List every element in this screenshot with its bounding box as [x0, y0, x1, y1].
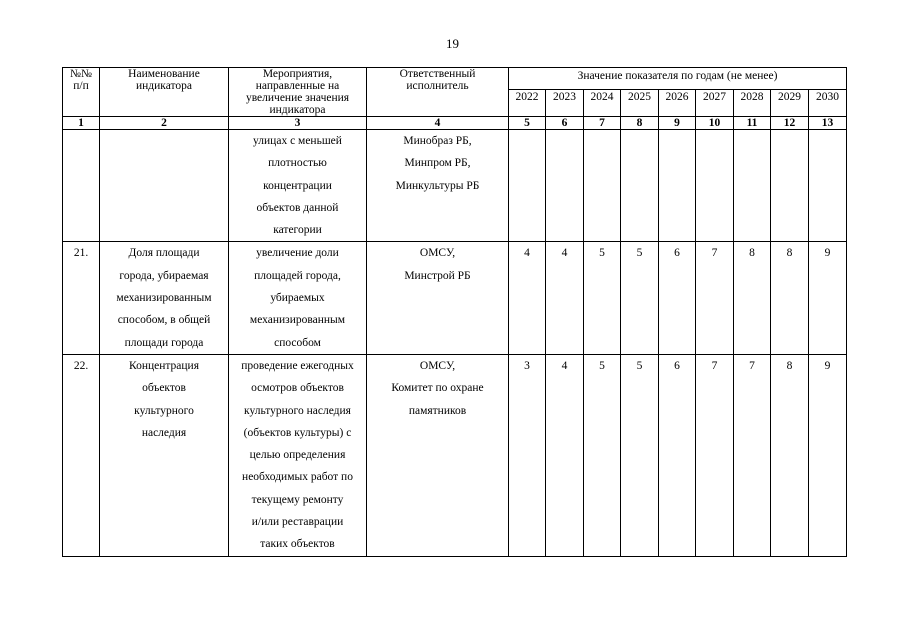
row-indicator-name: Доля площади города, убираемая механизированным способом, в общей площади города — [100, 242, 229, 354]
column-number: 12 — [771, 117, 809, 130]
header-responsible: Ответственный исполнитель — [367, 68, 509, 117]
row-value: 9 — [809, 242, 847, 354]
column-number: 1 — [63, 117, 100, 130]
row-value: 7 — [696, 354, 734, 556]
row-value — [696, 130, 734, 242]
column-number: 9 — [659, 117, 696, 130]
row-value — [734, 130, 771, 242]
row-indicator-name: Концентрация объектов культурного наследия — [100, 354, 229, 556]
row-num: 22. — [63, 354, 100, 556]
row-value — [659, 130, 696, 242]
row-value — [809, 130, 847, 242]
row-measures: увеличение доли площадей города, убираемых механизированным способом — [229, 242, 367, 354]
row-value — [771, 130, 809, 242]
row-measures: улицах с меньшей плотностью концентрации объектов данной категории — [229, 130, 367, 242]
column-number: 8 — [621, 117, 659, 130]
row-num — [63, 130, 100, 242]
row-responsible: ОМСУ, Минстрой РБ — [367, 242, 509, 354]
table-row — [63, 242, 847, 354]
header-year: 2025 — [621, 89, 659, 116]
column-number: 5 — [509, 117, 546, 130]
header-measures: Мероприятия, направленные на увеличение значения индикатора — [229, 68, 367, 117]
row-value: 5 — [584, 242, 621, 354]
header-year: 2028 — [734, 89, 771, 116]
column-number: 10 — [696, 117, 734, 130]
row-measures: проведение ежегодных осмотров объектов культурного наследия (объектов культуры) с целью определения необходимых работ по текущему ремонту и/или реставрации таких объектов — [229, 354, 367, 556]
row-value: 5 — [621, 242, 659, 354]
header-values-group: Значение показателя по годам (не менее) — [509, 68, 847, 90]
header-year: 2024 — [584, 89, 621, 116]
column-number: 6 — [546, 117, 584, 130]
column-numbers-row — [63, 117, 847, 130]
row-value: 4 — [546, 354, 584, 556]
header-year: 2027 — [696, 89, 734, 116]
row-value: 5 — [621, 354, 659, 556]
row-value — [509, 130, 546, 242]
row-value — [621, 130, 659, 242]
row-value: 4 — [509, 242, 546, 354]
column-number: 13 — [809, 117, 847, 130]
column-number: 7 — [584, 117, 621, 130]
row-responsible: Минобраз РБ, Минпром РБ, Минкультуры РБ — [367, 130, 509, 242]
header-year: 2023 — [546, 89, 584, 116]
row-value: 7 — [696, 242, 734, 354]
row-value: 8 — [771, 354, 809, 556]
page-number: 19 — [446, 36, 459, 51]
column-number: 2 — [100, 117, 229, 130]
header-num: №№ п/п — [63, 68, 100, 117]
column-number: 11 — [734, 117, 771, 130]
header-year: 2022 — [509, 89, 546, 116]
row-value: 8 — [734, 242, 771, 354]
table-row — [63, 130, 847, 242]
row-num: 21. — [63, 242, 100, 354]
indicators-table — [62, 67, 847, 557]
row-value: 5 — [584, 354, 621, 556]
row-value: 4 — [546, 242, 584, 354]
row-value: 3 — [509, 354, 546, 556]
column-number: 4 — [367, 117, 509, 130]
column-number: 3 — [229, 117, 367, 130]
row-responsible: ОМСУ, Комитет по охране памятников — [367, 354, 509, 556]
row-value: 6 — [659, 354, 696, 556]
header-indicator-name: Наименование индикатора — [100, 68, 229, 117]
row-value: 7 — [734, 354, 771, 556]
header-year: 2029 — [771, 89, 809, 116]
row-value: 8 — [771, 242, 809, 354]
row-value — [584, 130, 621, 242]
header-year: 2030 — [809, 89, 847, 116]
row-value — [546, 130, 584, 242]
row-value: 6 — [659, 242, 696, 354]
table-row — [63, 354, 847, 556]
row-indicator-name — [100, 130, 229, 242]
header-year: 2026 — [659, 89, 696, 116]
row-value: 9 — [809, 354, 847, 556]
